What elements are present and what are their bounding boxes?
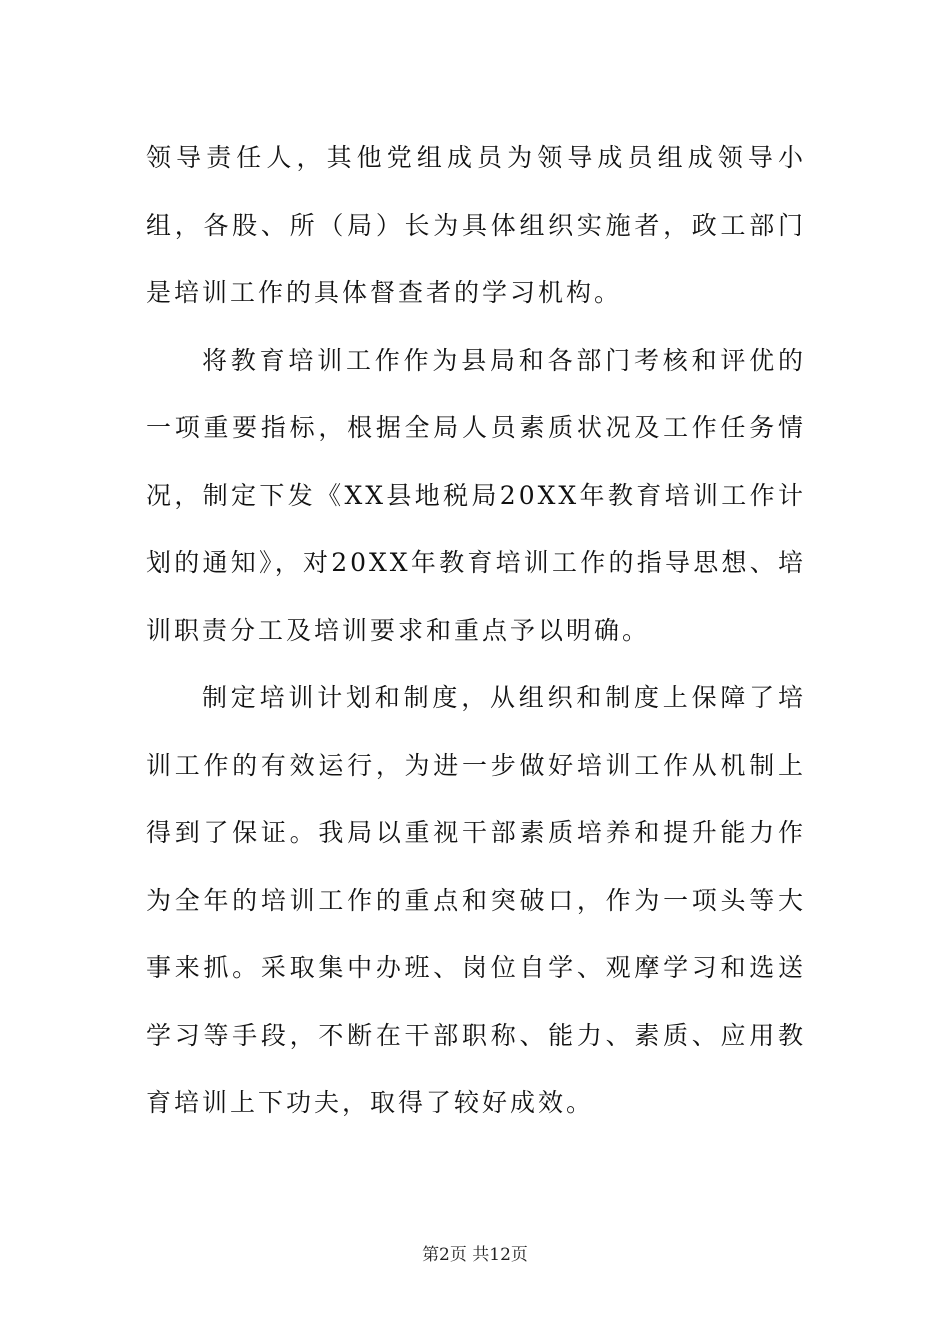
paragraph-training-plan: 制定培训计划和制度，从组织和制度上保障了培训工作的有效运行，为进一步做好培训工作从机制上得到了保证。我局以重视干部素质培养和提升能力作为全年的培训工作的重点和突破口，作为一项头等大事来抓。采取集中办班、岗位自学、观摩学习和选送学习等手段，不断在干部职称、能力、素质、应用教育培训上下功夫，取得了较好成效。	[146, 683, 806, 1117]
document-body	[146, 124, 806, 1137]
paragraph-training-indicator: 将教育培训工作作为县局和各部门考核和评优的一项重要指标，根据全局人员素质状况及工作任务情况，制定下发《XX县地税局20XX年教育培训工作计划的通知》，对20XX年教育培训工作的指导思想、培训职责分工及培训要求和重点予以明确。	[146, 345, 806, 645]
page-footer: 第2页 共12页	[422, 1245, 528, 1265]
paragraph-continued: 领导责任人，其他党组成员为领导成员组成领导小组，各股、所（局）长为具体组织实施者，政工部门是培训工作的具体督查者的学习机构。	[146, 143, 806, 307]
